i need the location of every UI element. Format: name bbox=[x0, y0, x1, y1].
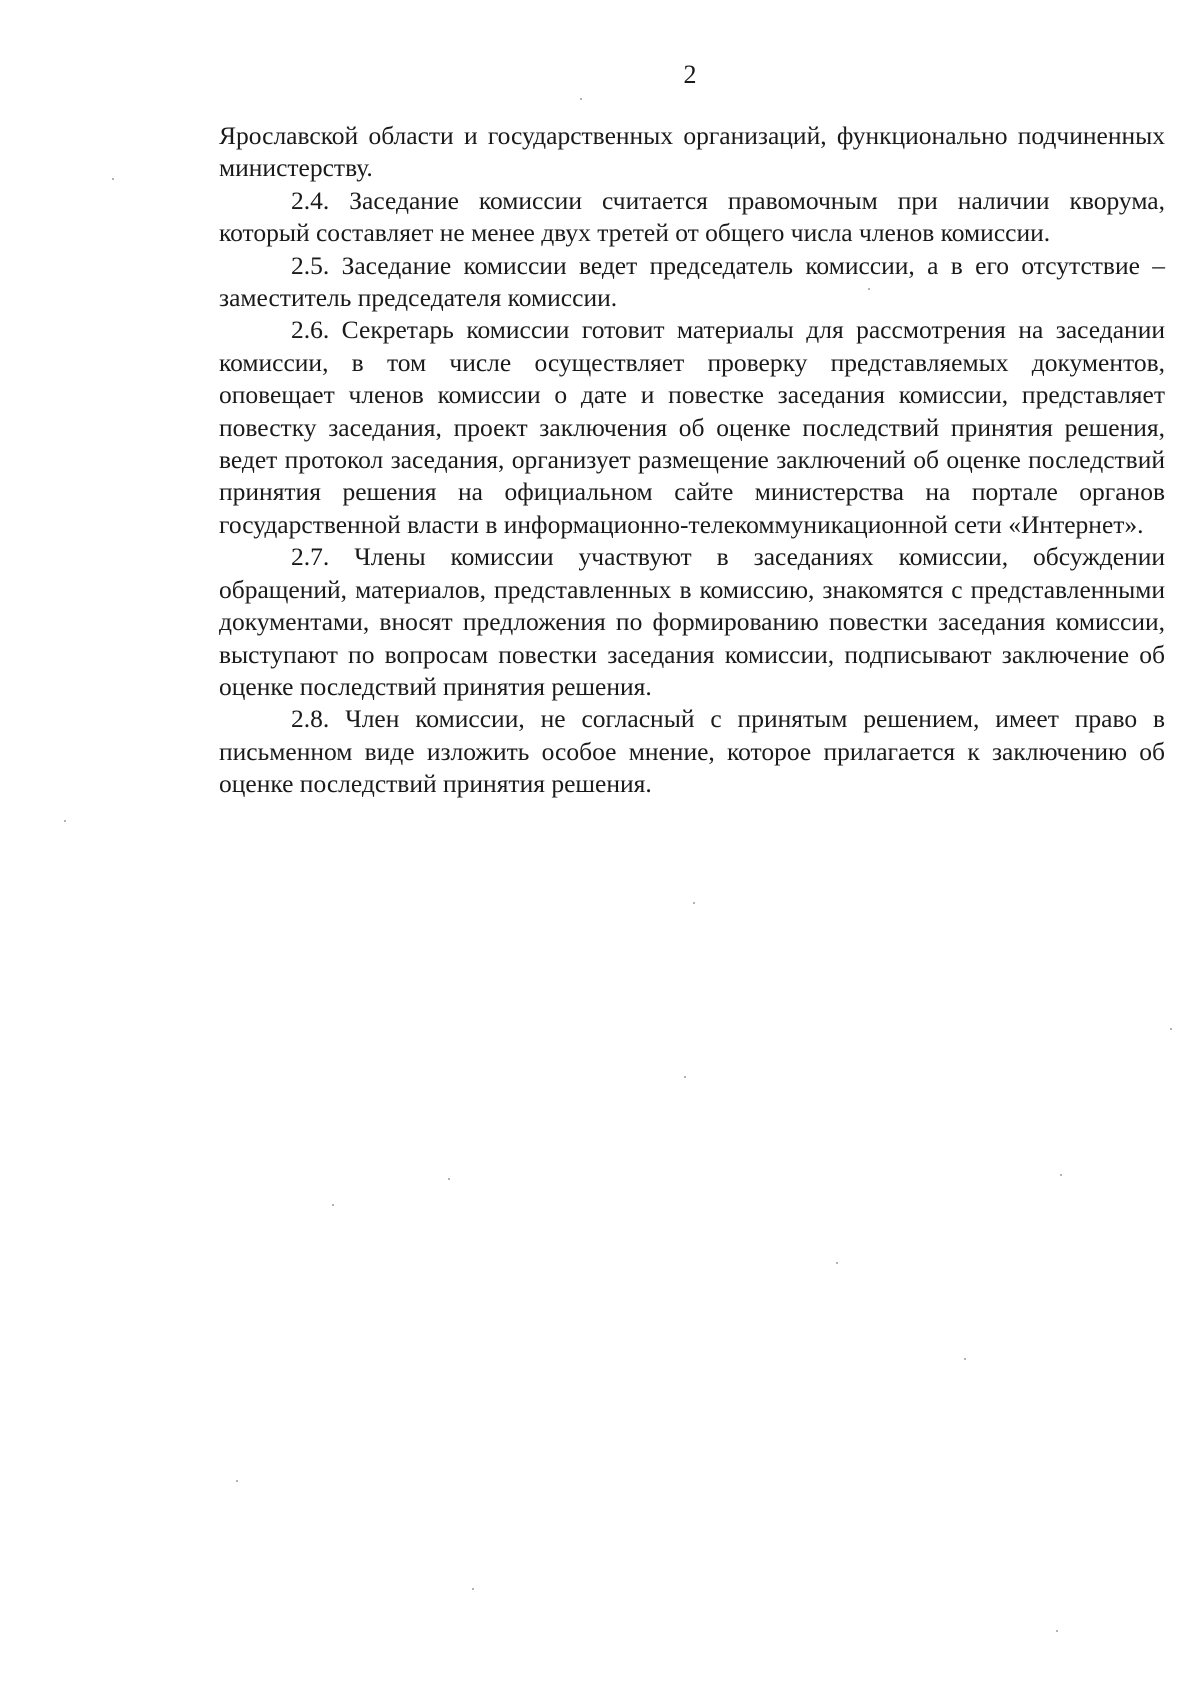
scan-speck bbox=[1060, 1174, 1062, 1176]
scan-speck bbox=[472, 1588, 474, 1590]
paragraph-item-2-6: 2.6. Секретарь комиссии готовит материалы для рассмотрения на заседании комиссии, в том числе осуществляет проверку представляемых документов, оповещает членов комиссии о дате и повестке заседания комиссии, представляет повестку заседания, проект заключения об оценке последствий принятия решения, ведет протокол заседания, организует размещение заключений об оценке последствий принятия решения на официальном сайте министерства на портале органов государственной власти в информационно-телекоммуникационной сети «Интернет». bbox=[219, 315, 1165, 539]
document-body bbox=[219, 120, 1165, 801]
paragraph-item-2-8: 2.8. Член комиссии, не согласный с принятым решением, имеет право в письменном виде изложить особое мнение, которое прилагается к заключению об оценке последствий принятия решения. bbox=[219, 704, 1165, 799]
scan-speck bbox=[236, 1480, 238, 1482]
scan-speck bbox=[1170, 1028, 1172, 1030]
paragraph-item-2-5: 2.5. Заседание комиссии ведет председатель комиссии, а в его отсутствие – заместитель председателя комиссии. bbox=[219, 250, 1165, 313]
scan-speck bbox=[112, 178, 114, 180]
scan-speck bbox=[448, 1178, 450, 1180]
scan-speck bbox=[580, 98, 582, 100]
paragraph-item-2-7: 2.7. Члены комиссии участвуют в заседаниях комиссии, обсуждении обращений, материалов, представленных в комиссию, знакомятся с представленными документами, вносят предложения по формированию повестки заседания комиссии, выступают по вопросам повестки заседания комиссии, подписывают заключение об оценке последствий принятия решения. bbox=[219, 542, 1165, 701]
paragraph-continuation: Ярославской области и государственных организаций, функционально подчиненных министерству. bbox=[219, 121, 1165, 183]
scan-speck bbox=[693, 902, 695, 904]
scan-speck bbox=[64, 820, 66, 822]
scan-speck bbox=[836, 1262, 838, 1264]
scan-speck bbox=[684, 1076, 686, 1078]
page-number: 2 bbox=[683, 60, 697, 89]
scan-speck bbox=[868, 288, 870, 290]
scan-speck bbox=[1056, 1630, 1058, 1632]
scan-speck bbox=[964, 1358, 966, 1360]
scan-speck bbox=[332, 1204, 334, 1206]
paragraph-item-2-4: 2.4. Заседание комиссии считается правомочным при наличии кворума, который составляет не менее двух третей от общего числа членов комиссии. bbox=[219, 185, 1165, 248]
